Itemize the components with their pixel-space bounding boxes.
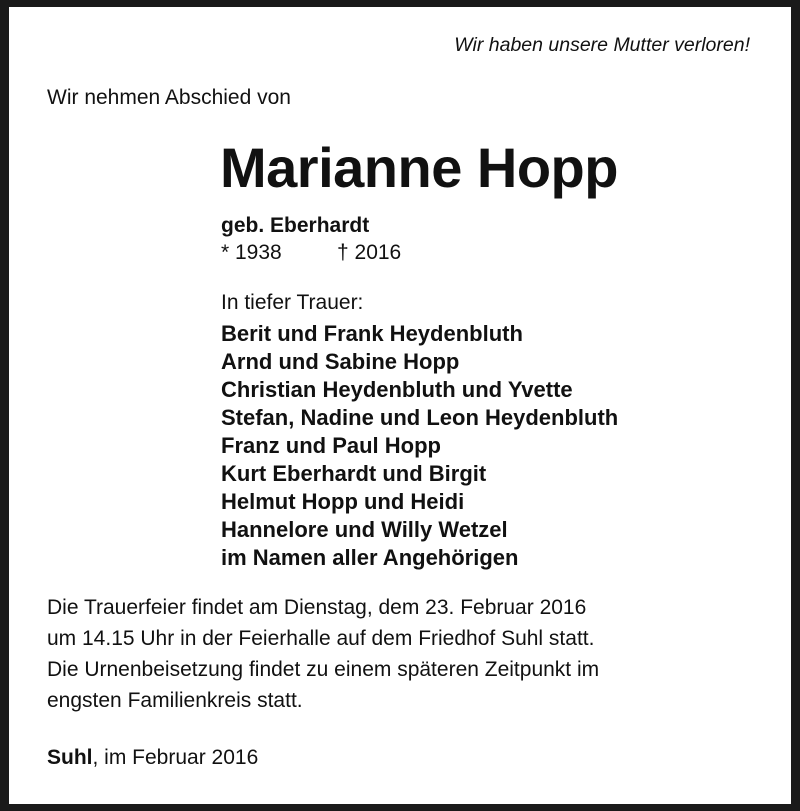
mourner-item: im Namen aller Angehörigen [221,545,519,570]
mourner-item: Helmut Hopp und Heidi [221,489,465,514]
mourner-item: Arnd und Sabine Hopp [221,349,460,374]
service-info [47,592,599,716]
deceased-name: Marianne Hopp [220,136,618,199]
mourner-item: Hannelore und Willy Wetzel [221,517,508,542]
motto-text: Wir haben unsere Mutter verloren! [454,34,750,56]
mourner-item: Kurt Eberhardt und Birgit [221,461,487,486]
intro-text: Wir nehmen Abschied von [47,86,291,109]
closing-date: , im Februar 2016 [92,746,259,769]
service-line: engsten Familienkreis statt. [47,689,303,712]
closing-line [47,746,258,770]
death-year: † 2016 [337,241,402,264]
mourner-item: Christian Heydenbluth und Yvette [221,377,573,402]
birth-year: * 1938 [221,241,282,264]
service-line: Die Trauerfeier findet am Dienstag, dem 23. Februar 2016 [47,596,587,619]
service-line: Die Urnenbeisetzung findet zu einem späteren Zeitpunkt im [47,658,600,681]
mourner-item: Franz und Paul Hopp [221,433,441,458]
mourners-list [221,320,618,572]
service-line: um 14.15 Uhr in der Feierhalle auf dem Friedhof Suhl statt. [47,627,595,650]
mourner-item: Berit und Frank Heydenbluth [221,321,523,346]
closing-place: Suhl [47,746,93,769]
mourner-item: Stefan, Nadine und Leon Heydenbluth [221,405,619,430]
birth-name: geb. Eberhardt [221,214,370,237]
mourning-label: In tiefer Trauer: [221,291,364,314]
